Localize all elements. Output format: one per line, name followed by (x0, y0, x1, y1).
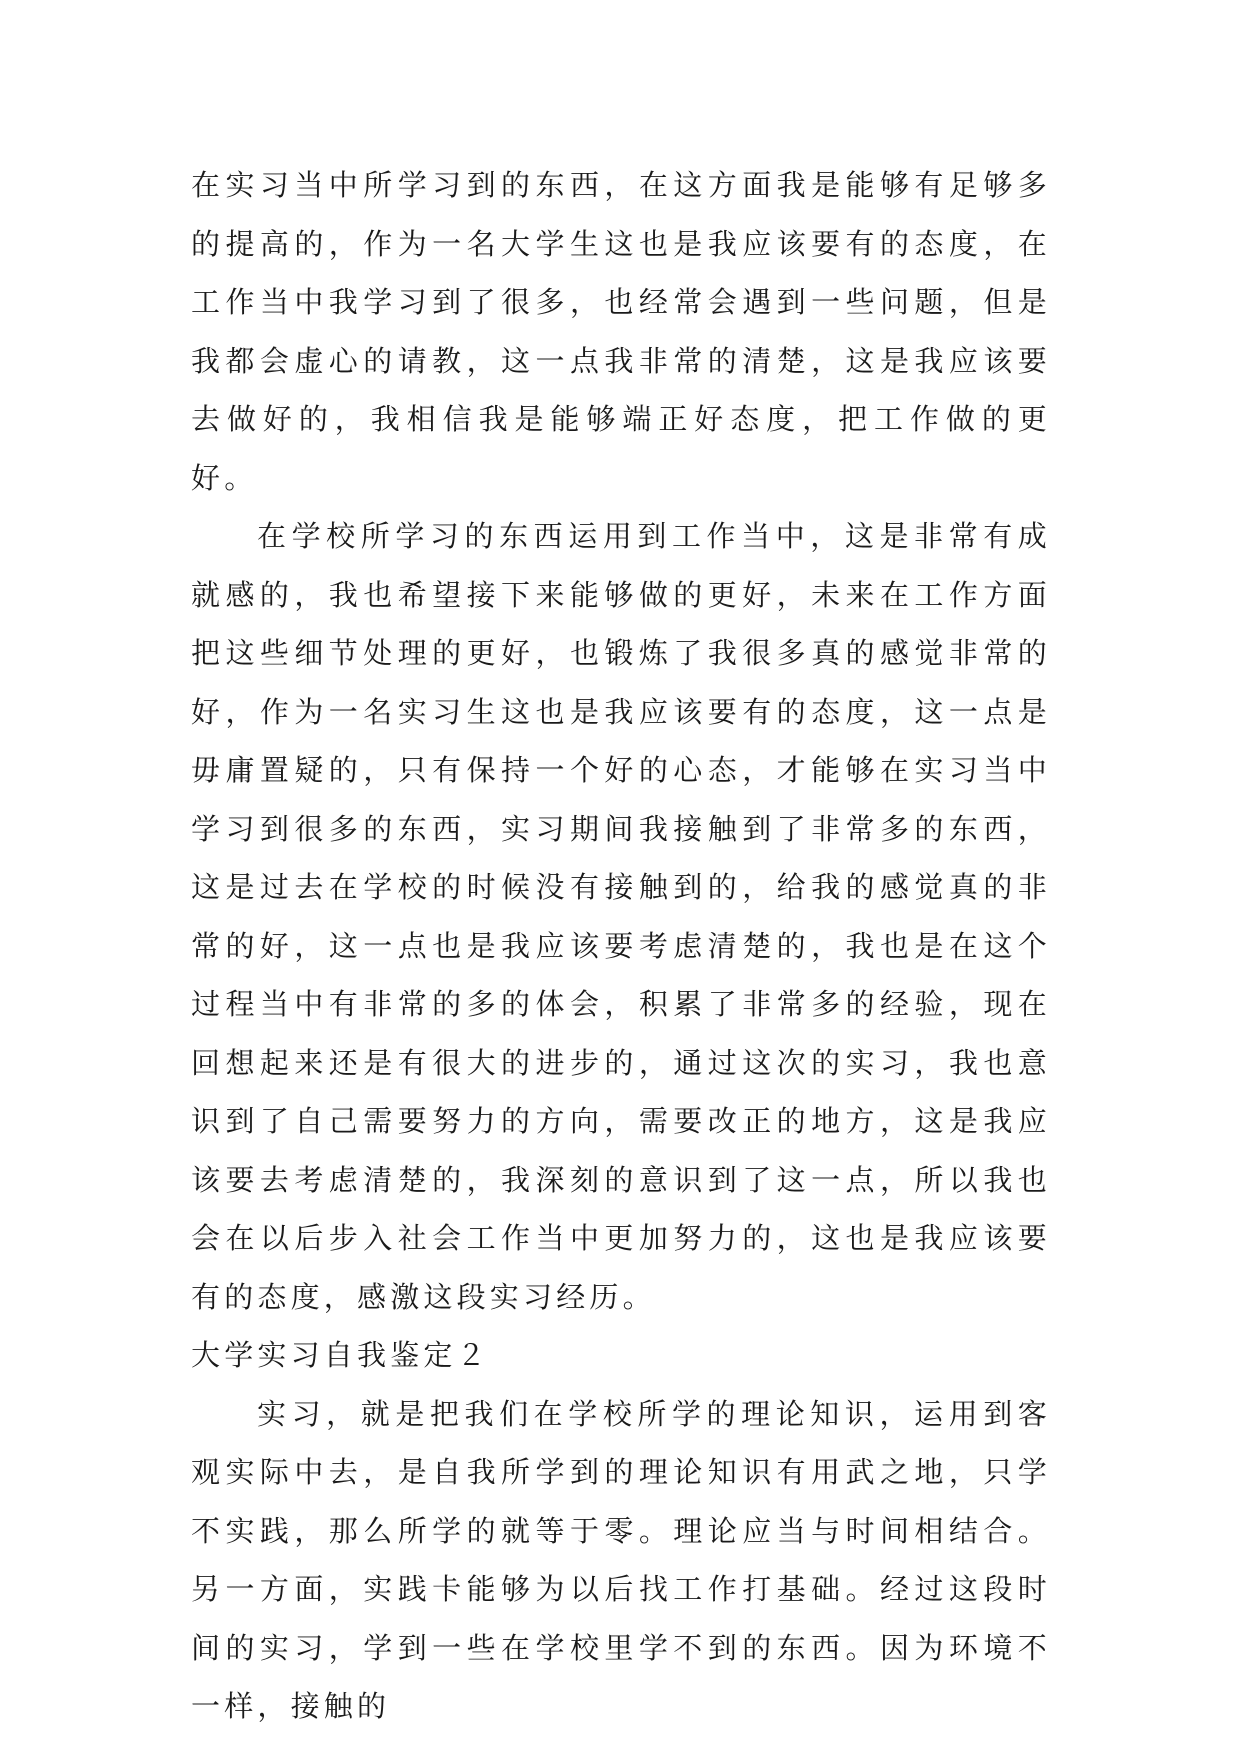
paragraph-1: 在实习当中所学习到的东西，在这方面我是能够有足够多的提高的，作为一名大学生这也是我应该要有的态度，在工作当中我学习到了很多，也经常会遇到一些问题，但是我都会虚心的请教，这一点我非常的清楚，这是我应该要去做好的，我相信我是能够端正好态度，把工作做的更好。 (191, 168, 1051, 495)
section-heading: 大学实习自我鉴定２ (191, 1338, 490, 1372)
document-body (191, 156, 1051, 1736)
paragraph-2: 在学校所学习的东西运用到工作当中，这是非常有成就感的，我也希望接下来能够做的更好，未来在工作方面把这些细节处理的更好，也锻炼了我很多真的感觉非常的好，作为一名实习生这也是我应该要有的态度，这一点是毋庸置疑的，只有保持一个好的心态，才能够在实习当中学习到很多的东西，实习期间我接触到了非常多的东西，这是过去在学校的时候没有接触到的，给我的感觉真的非常的好，这一点也是我应该要考虑清楚的，我也是在这个过程当中有非常的多的体会，积累了非常多的经验，现在回想起来还是有很大的进步的，通过这次的实习，我也意识到了自己需要努力的方向，需要改正的地方，这是我应该要去考虑清楚的，我深刻的意识到了这一点，所以我也会在以后步入社会工作当中更加努力的，这也是我应该要有的态度，感激这段实习经历。 (191, 519, 1051, 1314)
paragraph-3: 实习，就是把我们在学校所学的理论知识，运用到客观实际中去，是自我所学到的理论知识有用武之地，只学不实践，那么所学的就等于零。理论应当与时间相结合。另一方面，实践卡能够为以后找工作打基础。经过这段时间的实习，学到一些在学校里学不到的东西。因为环境不一样，接触的 (191, 1396, 1051, 1723)
